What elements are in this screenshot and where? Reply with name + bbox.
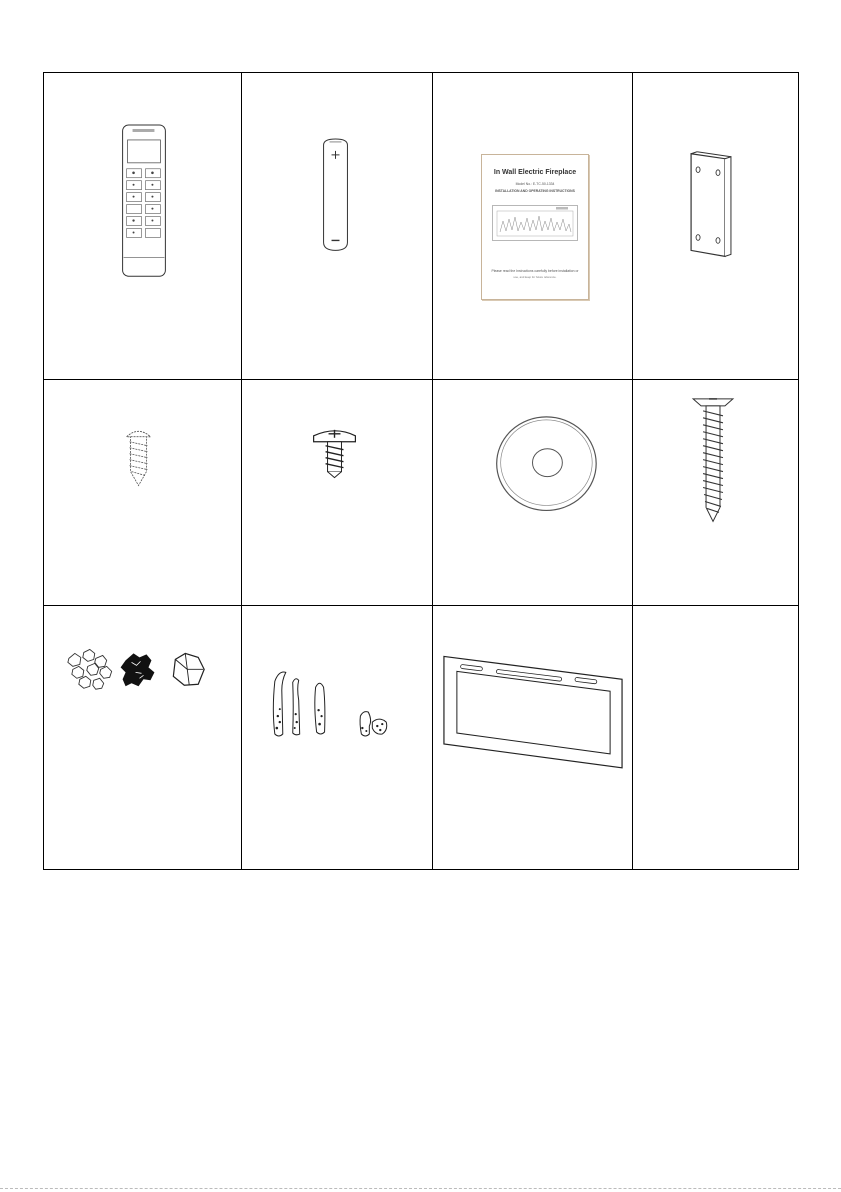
manual-title: In Wall Electric Fireplace — [493, 169, 577, 176]
crystals-icon — [44, 606, 241, 869]
cell-mounting-bracket — [633, 73, 799, 380]
cell-remote-control — [44, 73, 242, 380]
manual-subtitle: INSTALLATION AND OPERATING INSTRUCTIONS — [495, 189, 575, 193]
bracket-icon — [633, 73, 799, 379]
screw-icon — [242, 380, 432, 605]
fireplace-illustration — [492, 205, 578, 241]
frame-icon — [433, 606, 632, 869]
manual-notice-line2: use, and keep for future reference. — [513, 275, 557, 279]
cell-small-screw — [44, 380, 242, 606]
manual-model-line: Model No.: E-TC-50-1334 — [515, 182, 555, 186]
logs-icon — [242, 606, 432, 869]
cell-battery — [242, 73, 433, 380]
manual-cover — [481, 154, 589, 300]
manual-notice-line1: Please read the Instructions carefully before installation or — [491, 269, 579, 273]
remote-icon — [44, 73, 241, 379]
screw-icon — [44, 380, 241, 605]
parts-grid — [43, 72, 799, 870]
battery-icon — [242, 73, 432, 379]
cell-instruction-manual — [433, 73, 633, 380]
washer-icon — [433, 380, 632, 605]
cell-wood-screw — [633, 380, 799, 606]
cell-driftwood-logs — [242, 606, 433, 869]
cell-front-trim-frame — [433, 606, 633, 869]
cell-truss-head-screw — [242, 380, 433, 606]
cell-crystals-and-rocks — [44, 606, 242, 869]
cell-washer — [433, 380, 633, 606]
page-edge-line — [0, 1188, 841, 1189]
cell-empty — [633, 606, 799, 869]
screw-icon — [633, 380, 799, 605]
